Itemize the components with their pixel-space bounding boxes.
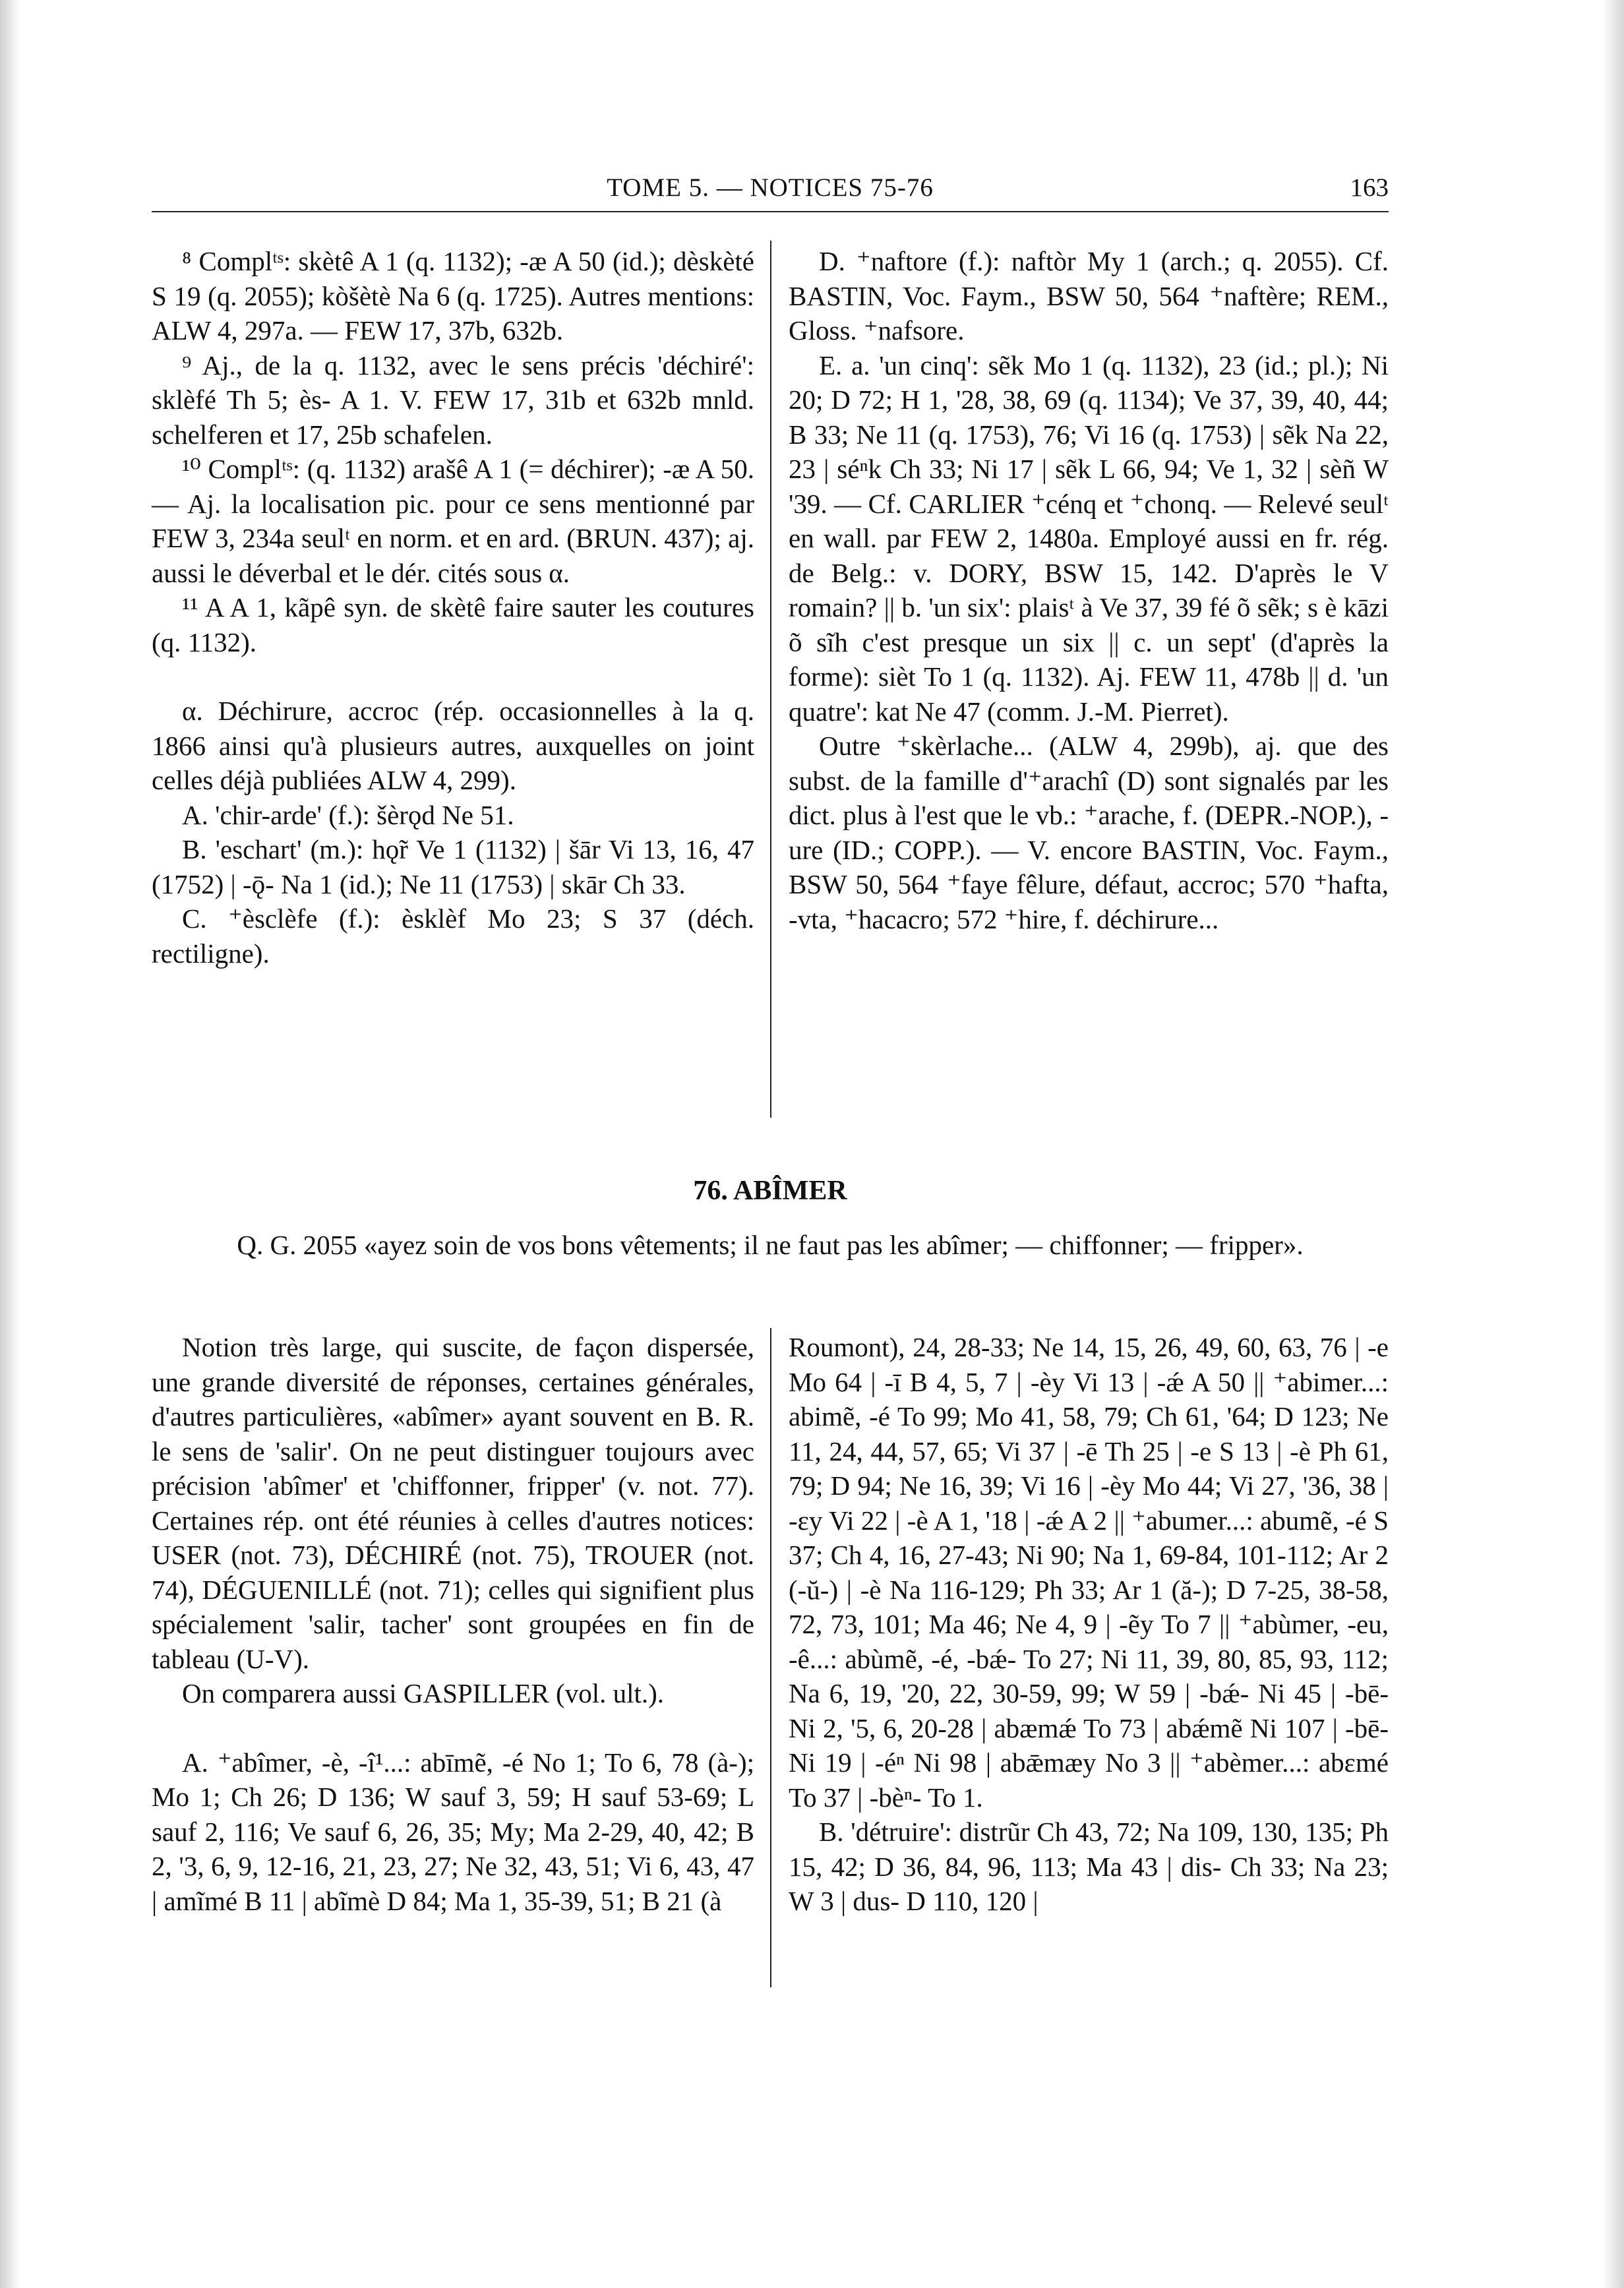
entry-a-abimer: A. ⁺abîmer, -è, -î¹...: abīmẽ, -é No 1; To 6, 78 (à-); Mo 1; Ch 26; D 136; W sauf 3, 59; H sauf 53-69; L sauf 2, 116; Ve sauf 6, 26, 35; My; Ma 2-29, 40, 42; B 2, '3, 6, 9, 12-16, 21, 23, 27; Ne 32, 43, 51; Vi 6, 43, 47 | amĩmé B 11 | abĩmè D 84; Ma 1, 35-39, 51; B 21 (à [152,1747,754,1916]
entry-b-detruire: B. 'détruire': distrũr Ch 43, 72; Na 109, 130, 135; Ph 15, 42; D 36, 84, 96, 113; Ma 43 | dis- Ch 33; Na 23; W 3 | dus- D 110, 120 | [789,1817,1389,1916]
footnote-10: ¹⁰ Complᵗˢ: (q. 1132) arašê A 1 (= déchirer); -æ A 50. — Aj. la localisation pic. pour ce sens mentionné par FEW 3, 234a seulᵗ en norm. et en ard. (BRUN. 437); aj. aussi le déverbal et le dér. cités sous α. [152,454,754,588]
entry-e: E. a. 'un cinq': sẽk Mo 1 (q. 1132), 23 (id.; pl.); Ni 20; D 72; H 1, '28, 38, 69 (q. 1134); Ve 37, 39, 40, 44; B 33; Ne 11 (q. 1753), 76; Vi 16 (q. 1753) | sẽk Na 22, 23 | séⁿk Ch 33; Ni 17 | sẽk L 66, 94; Ve 1, 32 | sèñ W '39. — Cf. CARLIER ⁺cénq et ⁺chonq. — Relevé seulᵗ en wall. par FEW 2, 1480a. Employé aussi en fr. rég. de Belg.: v. DORY, BSW 15, 142. D'après le V romain? || b. 'un six': plaisᵗ à Ve 37, 39 fé õ sẽk; s è kāzi õ sĩh c'est presque un six || c. un sept' (d'après la forme): sièt To 1 (q. 1132). Aj. FEW 11, 478b || d. 'un quatre': kat Ne 47 (comm. J.-M. Pierret). [789,349,1389,727]
notes-column [152,244,754,971]
page-number: 163 [1350,173,1389,202]
compare-note: On comparera aussi GASPILLER (vol. ult.). [182,1678,665,1708]
footnote-11: ¹¹ A A 1, kãpê syn. de skètê faire sauter les coutures (q. 1132). [152,592,754,657]
alpha-intro: α. Déchirure, accroc (rép. occasionnelles à la q. 1866 ainsi qu'à plusieurs autres, auxquelles on joint celles déjà publiées ALW 4, 299). [152,696,754,795]
column-divider-bottom [770,1328,771,1987]
alpha-b: B. 'eschart' (m.): hǫ̃r Ve 1 (1132) | šār Vi 13, 16, 47 (1752) | -ǭ- Na 1 (id.); Ne 11 (1753) | skār Ch 33. [152,834,754,899]
intro-paragraph: Notion très large, qui suscite, de façon dispersée, une grande diversité de réponses, certaines générales, d'autres particulières, «abîmer» ayant souvent en B. R. le sens de 'salir'. On ne peut distinguer toujours avec précision 'abîmer' et 'chiffonner, fripper' (v. not. 77). Certaines rép. ont été réunies à celles d'autres notices: USER (not. 73), DÉCHIRÉ (not. 75), TROUER (not. 74), DÉGUENILLÉ (not. 71); celles qui signifient plus spécialement 'salir, tacher' sont groupées en fin de tableau (U-V). [152,1332,754,1674]
left-bottom-column [152,1330,754,1918]
right-bottom-column [789,1330,1389,1919]
footnote-9: ⁹ Aj., de la q. 1132, avec le sens précis 'déchiré': sklèfé Th 5; ès- A 1. V. FEW 17, 31b et 632b mnld. schelferen et 17, 25b schafelen. [152,349,754,450]
question-text: Q. G. 2055 «ayez soin de vos bons vêtements; il ne faut pas les abîmer; — chiffonner; — fripper». [237,1230,1304,1260]
entry-a-continued: Roumont), 24, 28-33; Ne 14, 15, 26, 49, 60, 63, 76 | -e Mo 64 | -ī B 4, 5, 7 | -èy Vi 13 | -ǽ A 50 || ⁺abimer...: abimẽ, -é To 99; Mo 41, 58, 79; Ch 61, '64; D 123; Ne 11, 24, 44, 57, 65; Vi 37 | -ē Th 25 | -e S 13 | -è Ph 61, 79; D 94; Ne 16, 39; Vi 16 | -èy Mo 44; Vi 27, '36, 38 | -ɛy Vi 22 | -è A 1, '18 | -ǽ A 2 || ⁺abumer...: abumẽ, -é S 37; Ch 4, 16, 27-43; Ni 90; Na 1, 69-84, 101-112; Ar 2 (-ŭ-) | -è Na 116-129; Ph 33; Ar 1 (ă-); D 7-25, 38-58, 72, 73, 101; Ma 46; Ne 4, 9 | -ẽy To 7 || ⁺abùmer, -eu, -ê...: abùmẽ, -é, -bǽ- To 27; Ni 11, 39, 80, 85, 93, 112; Na 6, 19, '20, 22, 30-59, 99; W 59 | -bǽ- Ni 45 | -bē- Ni 2, '5, 6, 20-28 | abæmǽ To 73 | abǽmẽ Ni 107 | -bē- Ni 19 | -éⁿ Ni 98 | abǣmæy No 3 || ⁺abèmer...: abɛmé To 37 | -bèⁿ- To 1. [789,1332,1389,1813]
entry-outre: Outre ⁺skèrlache... (ALW 4, 299b), aj. que des subst. de la famille d'⁺arachî (D) sont signalés par les dict. plus à l'est que le vb.: ⁺arache, f. (DEPR.-NOP.), -ure (ID.; COPP.). — V. encore BASTIN, Voc. Faym., BSW 50, 564 ⁺faye fêlure, défaut, accroc; 570 ⁺hafta, -vta, ⁺hacacro; 572 ⁺hire, f. déchirure... [789,731,1389,934]
header-rule [152,211,1389,212]
alpha-a: A. 'chir-arde' (f.): šèrǫd Ne 51. [182,799,514,830]
footnote-8: ⁸ Complᵗˢ: skètê A 1 (q. 1132); -æ A 50 (id.); dèskèté S 19 (q. 2055); kòšètè Na 6 (q. 1725). Autres mentions: ALW 4, 297a. — FEW 17, 37b, 632b. [152,246,754,346]
running-header [152,173,1389,212]
alpha-c: C. ⁺èsclèfe (f.): èsklèf Mo 23; S 37 (déch. rectiligne). [152,903,754,969]
entry-d: D. ⁺naftore (f.): naftòr My 1 (arch.; q. 2055). Cf. BASTIN, Voc. Faym., BSW 50, 564 ⁺naftère; REM., Gloss. ⁺nafsore. [789,246,1389,346]
column-divider-top [770,241,771,1118]
section-title: 76. ABÎMER [693,1176,847,1206]
right-top-column [789,244,1389,936]
header-title: TOME 5. — NOTICES 75-76 [607,173,934,202]
